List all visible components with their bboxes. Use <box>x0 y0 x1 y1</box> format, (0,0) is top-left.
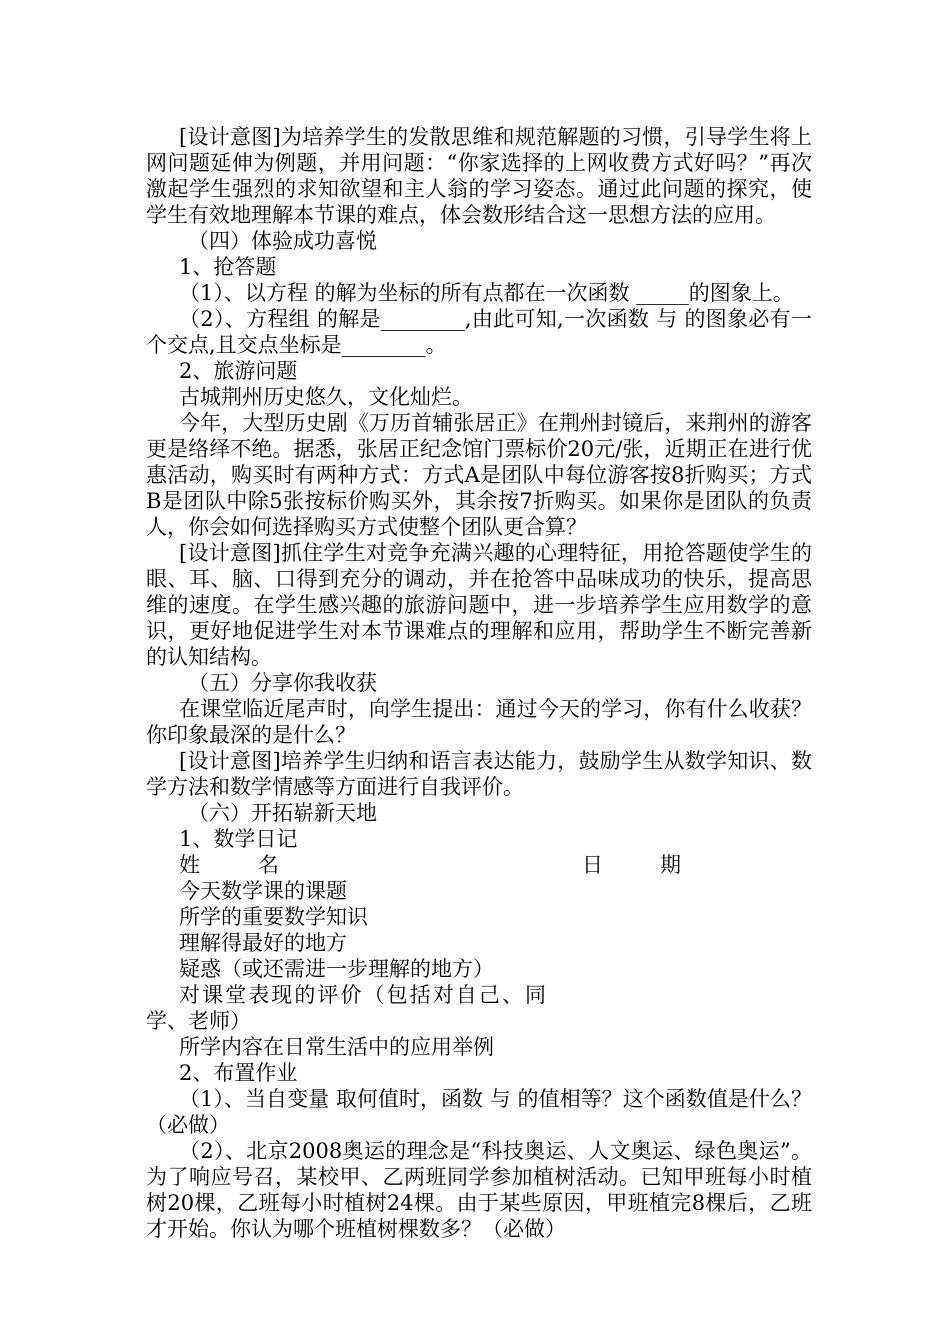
homework-question-2: （2）、北京2008奥运的理念是“科技奥运、人文奥运、绿色奥运”。为了响应号召，某校甲、乙两班同学参加植树活动。已知甲班每小时植树20棵，乙班每小时植树24棵。由于某些原因，甲班植完8棵后，乙班才开始。你认为哪个班植树棵数多？（必做） <box>146 1139 812 1241</box>
diary-name-date-row <box>146 852 812 878</box>
quick-answer-question-2: （2）、方程组 的解是________,由此可知,一次函数 与 的图象必有一个交点,且交点坐标是________。 <box>146 307 812 357</box>
subsection-travel-problem: 2、旅游问题 <box>179 359 298 383</box>
diary-item-doubts: 疑惑（或还需进一步理解的地方） <box>179 957 494 981</box>
quick-answer-question-1: （1）、以方程 的解为坐标的所有点都在一次函数 _____的图象上。 <box>179 281 794 305</box>
travel-problem-text: 今年，大型历史剧《万历首辅张居正》在荆州封镜后，来荆州的游客更是络绎不绝。据悉，张居正纪念馆门票标价20元/张，近期正在进行优惠活动，购买时有两种方式：方式A是团队中每位游客按8折购买；方式B是团队中除5张按标价购买外，其余按7折购买。如果你是团队的负责人，你会如何选择购买方式使整个团队更合算？ <box>146 411 812 539</box>
section-heading-five: （五）分享你我收获 <box>188 671 377 695</box>
design-intent-paragraph-3: [设计意图]培养学生归纳和语言表达能力，鼓励学生从数学知识、数学方法和数学情感等方面进行自我评价。 <box>146 749 812 799</box>
section-heading-six: （六）开拓崭新天地 <box>188 801 377 825</box>
diary-date-char-2: 期 <box>660 853 681 877</box>
section-heading-four: （四）体验成功喜悦 <box>188 229 377 253</box>
diary-item-application: 所学内容在日常生活中的应用举例 <box>179 1035 494 1059</box>
diary-item-knowledge: 所学的重要数学知识 <box>179 905 368 929</box>
travel-intro: 古城荆州历史悠久，文化灿烂。 <box>179 385 473 409</box>
subsection-math-diary: 1、数学日记 <box>179 827 298 851</box>
diary-item-topic: 今天数学课的课题 <box>179 879 347 903</box>
summary-question: 在课堂临近尾声时，向学生提出：通过今天的学习，你有什么收获？你印象最深的是什么？ <box>146 697 812 747</box>
diary-name-char-1: 姓 <box>179 853 200 877</box>
homework-question-1: （1）、当自变量 取何值时，函数 与 的值相等？这个函数值是什么？ （必做） <box>146 1087 812 1137</box>
diary-date-char-1: 日 <box>582 853 603 877</box>
design-intent-paragraph-1: [设计意图]为培养学生的发散思维和规范解题的习惯，引导学生将上网问题延伸为例题，并用问题：“你家选择的上网收费方式好吗？”再次激起学生强烈的求知欲望和主人翁的学习姿态。通过此问题的探究，使学生有效地理解本节课的难点，体会数形结合这一思想方法的应用。 <box>146 125 812 227</box>
subsection-quick-answer: 1、抢答题 <box>179 255 277 279</box>
diary-item-evaluation: 对课堂表现的评价（包括对自己、同学、老师） <box>146 983 546 1033</box>
subsection-homework: 2、布置作业 <box>179 1061 298 1085</box>
diary-item-best-understood: 理解得最好的地方 <box>179 931 347 955</box>
document-body <box>146 124 812 1242</box>
design-intent-paragraph-2: [设计意图]抓住学生对竞争充满兴趣的心理特征，用抢答题使学生的眼、耳、脑、口得到充分的调动，并在抢答中品味成功的快乐，提高思维的速度。在学生感兴趣的旅游问题中，进一步培养学生应用数学的意识，更好地促进学生对本节课难点的理解和应用，帮助学生不断完善新的认知结构。 <box>146 541 812 669</box>
diary-name-char-2: 名 <box>258 853 279 877</box>
